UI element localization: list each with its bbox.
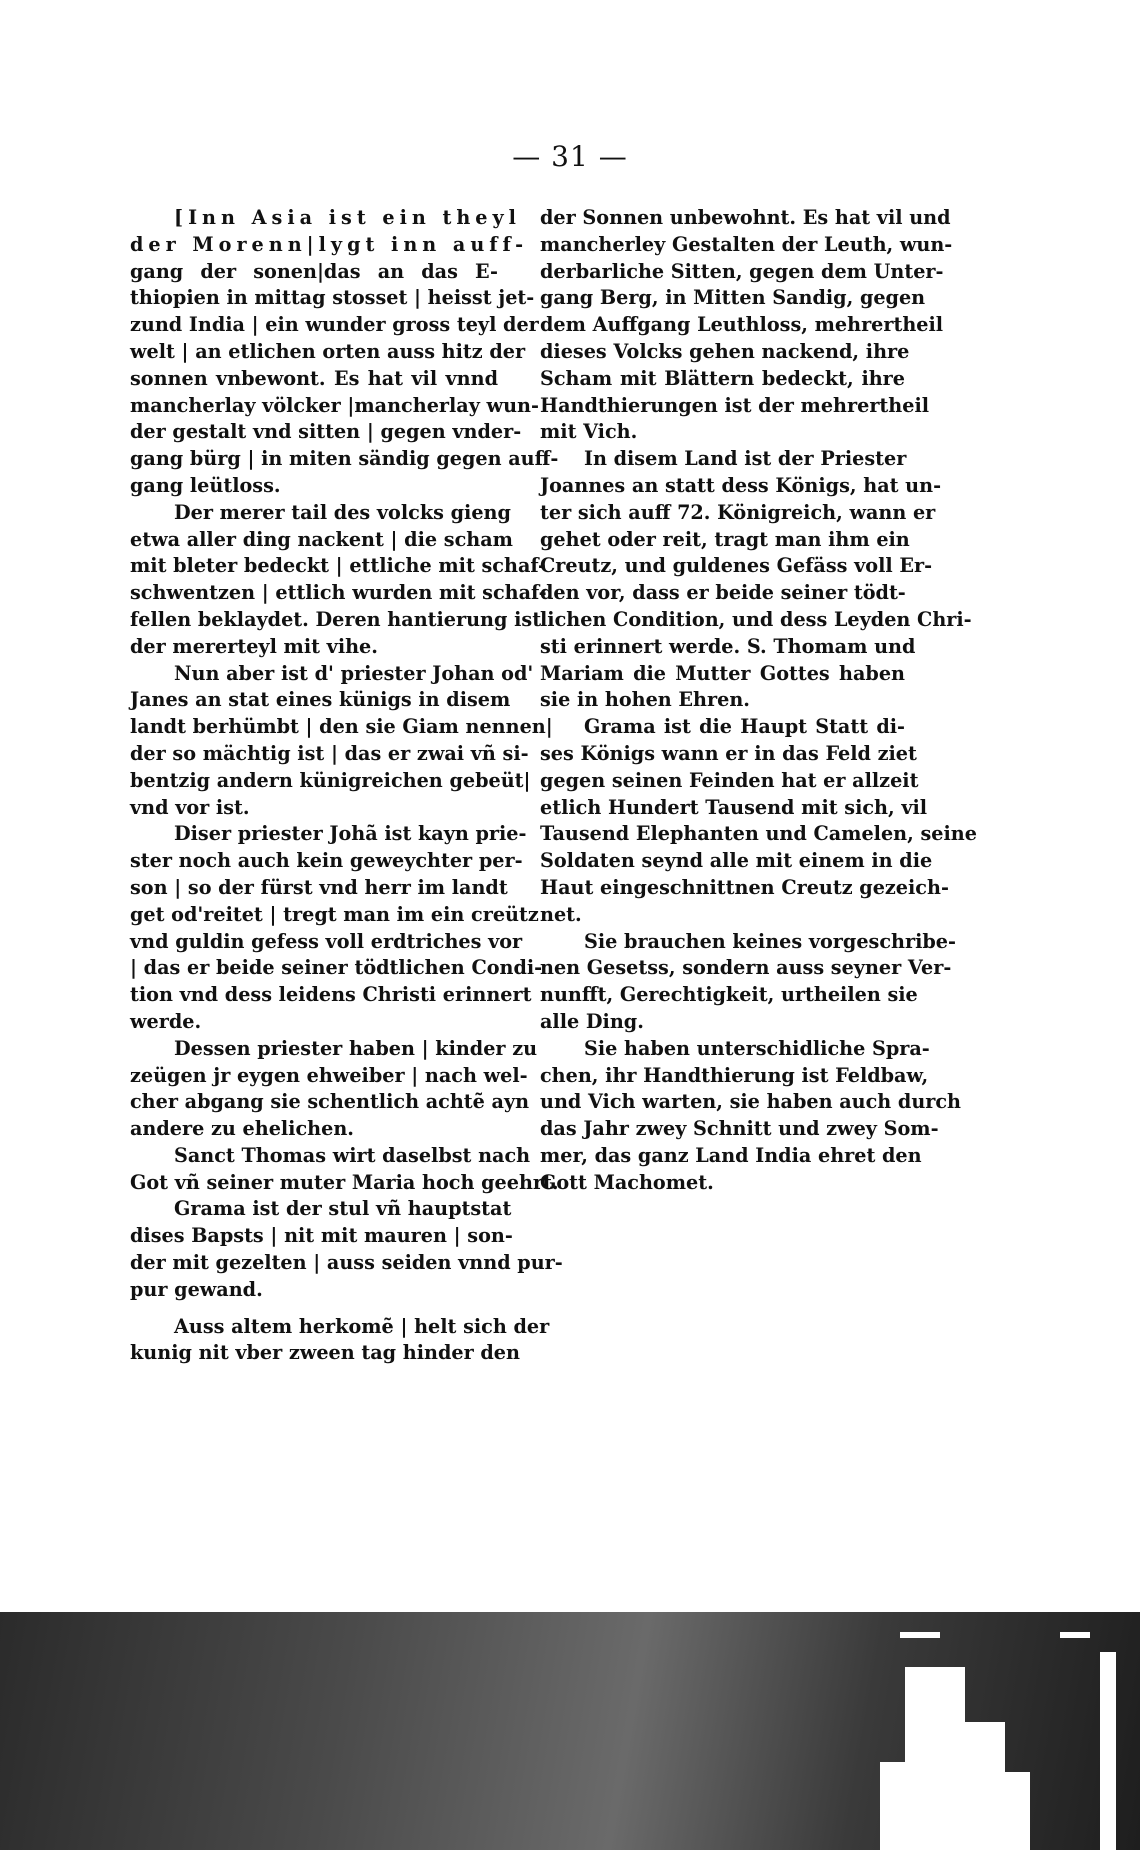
page-number: — 31 — xyxy=(512,140,628,173)
text-line: ster noch auch kein geweychter per- xyxy=(130,849,523,873)
text-line: gegen seinen Feinden hat er allzeit xyxy=(540,768,919,792)
text-line: das Jahr zwey Schnitt und zwey Som- xyxy=(540,1117,939,1141)
text-line: net. xyxy=(540,902,582,926)
text-line: gang der sonen|das an das E- xyxy=(130,259,498,283)
text-line: Tausend Elephanten und Camelen, seine xyxy=(540,822,977,846)
text-line: kunig nit vber zween tag hinder den xyxy=(130,1341,520,1365)
text-line: thiopien in mittag stosset | heisst jet- xyxy=(130,286,535,310)
text-line: ter sich auff 72. Königreich, wann er xyxy=(540,500,936,524)
text-line: Janes an stat eines künigs in disem xyxy=(130,688,511,712)
text-line: Diser priester Johã ist kayn prie- xyxy=(174,822,527,846)
text-line: sonnen vnbewont. Es hat vil vnnd xyxy=(130,366,498,390)
text-line: chen, ihr Handthierung ist Feldbaw, xyxy=(540,1063,929,1087)
text-line: andere zu ehelichen. xyxy=(130,1117,354,1141)
text-line: Dessen priester haben | kinder zu xyxy=(174,1036,538,1060)
text-line: etwa aller ding nackent | die scham xyxy=(130,527,513,551)
scan-artifact xyxy=(900,1632,940,1638)
text-line: zeügen jr eygen ehweiber | nach wel- xyxy=(130,1063,528,1087)
text-line: der Sonnen unbewohnt. Es hat vil und xyxy=(540,206,951,229)
text-line: bentzig andern künigreichen gebeüt| xyxy=(130,768,531,792)
text-line: sti erinnert werde. S. Thomam und xyxy=(540,634,916,658)
text-line: Creutz, und guldenes Gefäss voll Er- xyxy=(540,554,933,578)
scan-artifact xyxy=(905,1667,965,1850)
text-line: In disem Land ist der Priester xyxy=(584,447,907,471)
text-line: sie in hohen Ehren. xyxy=(540,688,750,712)
text-line: nen Gesetss, sondern auss seyner Ver- xyxy=(540,956,952,980)
text-line: werde. xyxy=(130,1009,202,1033)
text-line: gang leütloss. xyxy=(130,473,281,497)
text-line: [Inn Asia ist ein theyl xyxy=(174,206,521,229)
text-line: get od'reitet | tregt man im ein creütz xyxy=(130,902,539,926)
text-line: mit Vich. xyxy=(540,420,638,444)
text-line: und Vich warten, sie haben auch durch xyxy=(540,1090,962,1114)
text-line: der Morenn|lygt inn auff- xyxy=(130,232,529,256)
text-line: zund India | ein wunder gross teyl der xyxy=(130,313,539,337)
scan-artifact xyxy=(1100,1652,1116,1850)
left-column xyxy=(130,205,563,1367)
text-line: gang Berg, in Mitten Sandig, gegen xyxy=(540,286,926,310)
text-line: welt | an etlichen orten auss hitz der xyxy=(130,339,526,363)
text-line: Scham mit Blättern bedeckt, ihre xyxy=(540,366,905,390)
text-line: der gestalt vnd sitten | gegen vnder- xyxy=(130,420,522,444)
scan-dark-strip xyxy=(0,1612,1140,1850)
text-line: mit bleter bedeckt | ettliche mit schaf- xyxy=(130,554,546,578)
text-line: Nun aber ist d' priester Johan od' xyxy=(174,661,534,685)
text-line: alle Ding. xyxy=(540,1009,644,1033)
text-line: der so mächtig ist | das er zwai vñ si- xyxy=(130,741,529,765)
text-line: Sie haben unterschidliche Spra- xyxy=(584,1036,930,1060)
paragraph-gap xyxy=(130,1304,498,1314)
text-line: Grama ist der stul vñ hauptstat xyxy=(174,1197,512,1221)
text-line: Sie brauchen keines vorgeschribe- xyxy=(584,929,956,953)
text-line: gehet oder reit, tragt man ihm ein xyxy=(540,527,910,551)
text-line: Joannes an statt dess Königs, hat un- xyxy=(540,473,942,497)
text-line: | das er beide seiner tödtlichen Condi- xyxy=(130,956,543,980)
text-line: dem Auffgang Leuthloss, mehrertheil xyxy=(540,313,944,337)
scan-artifact xyxy=(965,1722,1005,1850)
text-line: cher abgang sie schentlich achtẽ ayn xyxy=(130,1090,530,1114)
text-line: mancherley Gestalten der Leuth, wun- xyxy=(540,232,953,256)
text-line: ses Königs wann er in das Feld ziet xyxy=(540,741,917,765)
text-line: den vor, dass er beide seiner tödt- xyxy=(540,581,906,605)
text-line: schwentzen | ettlich wurden mit schaf- xyxy=(130,581,547,605)
text-line: Auss altem herkomẽ | helt sich der xyxy=(174,1314,550,1338)
text-line: vnd guldin gefess voll erdtriches vor xyxy=(130,929,523,953)
text-line: mer, das ganz Land India ehret den xyxy=(540,1143,922,1167)
text-line: Gott Machomet. xyxy=(540,1170,714,1194)
text-line: Got vñ seiner muter Maria hoch geehrt. xyxy=(130,1170,559,1194)
text-line: dises Bapsts | nit mit mauren | son- xyxy=(130,1224,513,1248)
text-line: mancherlay völcker |mancherlay wun- xyxy=(130,393,539,417)
text-line: tion vnd dess leidens Christi erinnert xyxy=(130,983,532,1007)
scan-artifact xyxy=(1060,1632,1090,1638)
text-line: Sanct Thomas wirt daselbst nach xyxy=(174,1143,531,1167)
scan-artifact xyxy=(880,1762,905,1850)
text-line: Haut eingeschnittnen Creutz gezeich- xyxy=(540,875,949,899)
text-line: fellen beklaydet. Deren hantierung ist xyxy=(130,607,542,631)
text-line: Handthierungen ist der mehrertheil xyxy=(540,393,930,417)
text-line: Grama ist die Haupt Statt di- xyxy=(584,715,905,739)
text-line: vnd vor ist. xyxy=(130,795,250,819)
text-line: lichen Condition, und dess Leyden Chri- xyxy=(540,607,972,631)
text-line: der mererteyl mit vihe. xyxy=(130,634,378,658)
text-line: son | so der fürst vnd herr im landt xyxy=(130,875,508,899)
text-line: derbarliche Sitten, gegen dem Unter- xyxy=(540,259,944,283)
text-line: gang bürg | in miten sändig gegen auff- xyxy=(130,447,559,471)
text-line: Mariam die Mutter Gottes haben xyxy=(540,661,905,685)
text-line: dieses Volcks gehen nackend, ihre xyxy=(540,339,910,363)
text-line: pur gewand. xyxy=(130,1277,263,1301)
text-line: der mit gezelten | auss seiden vnnd pur- xyxy=(130,1251,563,1275)
right-column xyxy=(540,205,977,1196)
scan-artifact xyxy=(1005,1772,1030,1850)
text-line: nunfft, Gerechtigkeit, urtheilen sie xyxy=(540,983,918,1007)
text-line: Der merer tail des volcks gieng xyxy=(174,500,511,524)
text-line: landt berhümbt | den sie Giam nennen| xyxy=(130,715,553,739)
text-line: Soldaten seynd alle mit einem in die xyxy=(540,849,933,873)
text-line: etlich Hundert Tausend mit sich, vil xyxy=(540,795,928,819)
